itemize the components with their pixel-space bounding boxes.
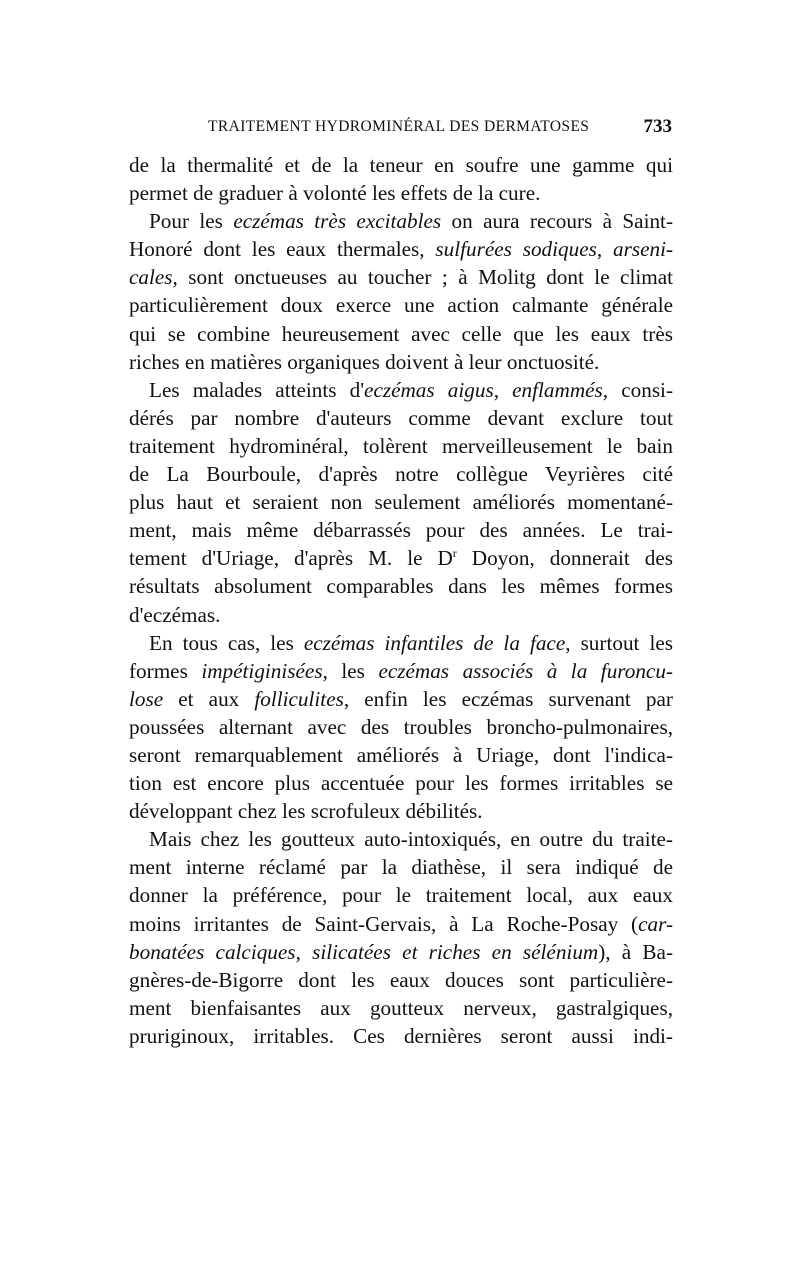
text-run: ment bienfaisantes aux goutteux nerveux, gastralgiques,	[129, 995, 673, 1020]
text-line	[129, 601, 673, 629]
text-run: d'eczémas.	[129, 602, 221, 627]
italic-run: lose	[129, 686, 164, 711]
text-line	[129, 179, 673, 207]
text-run: Honoré dont les eaux thermales,	[129, 237, 436, 262]
text-run: ,	[596, 237, 613, 262]
text-run: donner la préférence, pour le traitement local, aux eaux	[129, 883, 673, 908]
text-run: seront remarquablement améliorés à Uriage, dont l'indica-	[129, 742, 673, 767]
text-line	[129, 685, 673, 713]
text-run: formes	[129, 658, 202, 683]
running-header	[128, 118, 672, 142]
text-line	[129, 263, 673, 291]
italic-run: impétiginisées	[201, 658, 323, 683]
text-line	[129, 151, 673, 179]
text-run: moins irritantes de Saint-Gervais, à La Roche-Posay (	[129, 911, 639, 936]
text-run: ,	[493, 377, 513, 402]
text-run: Pour les	[149, 209, 234, 234]
text-line	[129, 488, 673, 516]
text-line	[129, 966, 673, 994]
italic-run: eczémas très excitables	[233, 209, 442, 234]
text-line	[129, 432, 673, 460]
text-line	[129, 348, 673, 376]
italic-run: eczémas infantiles de la face	[303, 630, 566, 655]
text-run: ment interne réclamé par la diathèse, il sera indiqué de	[129, 855, 673, 880]
text-line	[129, 207, 673, 235]
text-run: plus haut et seraient non seulement améliorés momentané-	[129, 490, 673, 515]
text-run: permet de graduer à volonté les effets de la cure.	[129, 181, 541, 206]
text-line	[129, 320, 673, 348]
text-line	[129, 797, 673, 825]
text-line	[129, 657, 673, 685]
text-run: , sont onctueuses au toucher ; à Molitg dont le climat	[172, 265, 673, 290]
running-header-title: TRAITEMENT HYDROMINÉRAL DES DERMATOSES	[208, 118, 590, 135]
italic-run: bonatées calciques	[129, 939, 296, 964]
text-line	[129, 769, 673, 797]
text-line	[129, 291, 673, 319]
text-run: on aura recours à Saint-	[441, 209, 674, 234]
superscript-run: r	[452, 546, 457, 561]
text-run: , enfin les eczémas survenant par	[343, 686, 673, 711]
text-run: de la thermalité et de la teneur en soufre une gamme qui	[129, 153, 673, 177]
text-line	[129, 460, 673, 488]
text-line	[129, 881, 673, 909]
text-run: , consi-	[602, 377, 674, 402]
text-line	[129, 825, 673, 853]
text-line	[129, 629, 673, 657]
text-line	[129, 544, 673, 572]
text-line	[129, 1022, 673, 1050]
italic-run: folliculites	[254, 686, 344, 711]
text-run: résultats absolument comparables dans les mêmes formes	[129, 574, 673, 599]
text-line	[129, 938, 673, 966]
text-line	[129, 376, 673, 404]
italic-run: car-	[638, 911, 673, 936]
body-text	[129, 151, 673, 1050]
text-run: Les malades atteints d'	[149, 377, 365, 402]
text-line	[129, 404, 673, 432]
text-run: , surtout les	[565, 630, 673, 655]
text-run: riches en matières organiques doivent à leur onctuosité.	[129, 349, 600, 374]
text-run: En tous cas, les	[149, 630, 304, 655]
text-run: Mais chez les goutteux auto-intoxiqués, en outre du traite-	[149, 827, 673, 852]
text-line	[129, 741, 673, 769]
italic-run: eczémas associés à la furoncu-	[378, 658, 673, 683]
text-run: , les	[322, 658, 379, 683]
text-line	[129, 994, 673, 1022]
text-line	[129, 235, 673, 263]
italic-run: arseni-	[612, 237, 674, 262]
text-line	[129, 572, 673, 600]
text-run: ment, mais même débarrassés pour des années. Le trai-	[129, 518, 673, 543]
text-run: ), à Ba-	[598, 939, 674, 964]
text-line	[129, 516, 673, 544]
text-run: ,	[295, 939, 313, 964]
text-run: gnères-de-Bigorre dont les eaux douces sont particulière-	[129, 967, 673, 992]
text-run: tement d'Uriage, d'après M. le D	[129, 546, 453, 571]
text-run: dérés par nombre d'auteurs comme devant exclure tout	[129, 405, 673, 430]
text-run: tion est encore plus accentuée pour les formes irritables se	[129, 771, 673, 796]
text-run: traitement hydrominéral, tolèrent merveilleusement le bain	[129, 433, 673, 458]
italic-run: silicatées et riches en sélénium	[312, 939, 599, 964]
italic-run: eczémas aigus	[364, 377, 494, 402]
text-line	[129, 713, 673, 741]
text-run: de La Bourboule, d'après notre collègue Veyrières cité	[129, 462, 673, 487]
text-run: et aux	[163, 686, 255, 711]
page-number: 733	[643, 116, 672, 137]
text-run: développant chez les scrofuleux débilités.	[129, 799, 483, 824]
text-line	[129, 910, 673, 938]
italic-run: enflammés	[512, 377, 603, 402]
text-run: particulièrement doux exerce une action calmante générale	[129, 293, 673, 318]
text-line	[129, 853, 673, 881]
italic-run: sulfurées sodiques	[435, 237, 597, 262]
text-run: poussées alternant avec des troubles broncho-pulmonaires,	[129, 714, 673, 739]
text-run: qui se combine heureusement avec celle que les eaux très	[129, 321, 673, 346]
text-run: Doyon, donnerait des	[456, 546, 673, 571]
italic-run: cales	[129, 265, 173, 290]
text-run: pruriginoux, irritables. Ces dernières seront aussi indi-	[129, 1023, 673, 1048]
